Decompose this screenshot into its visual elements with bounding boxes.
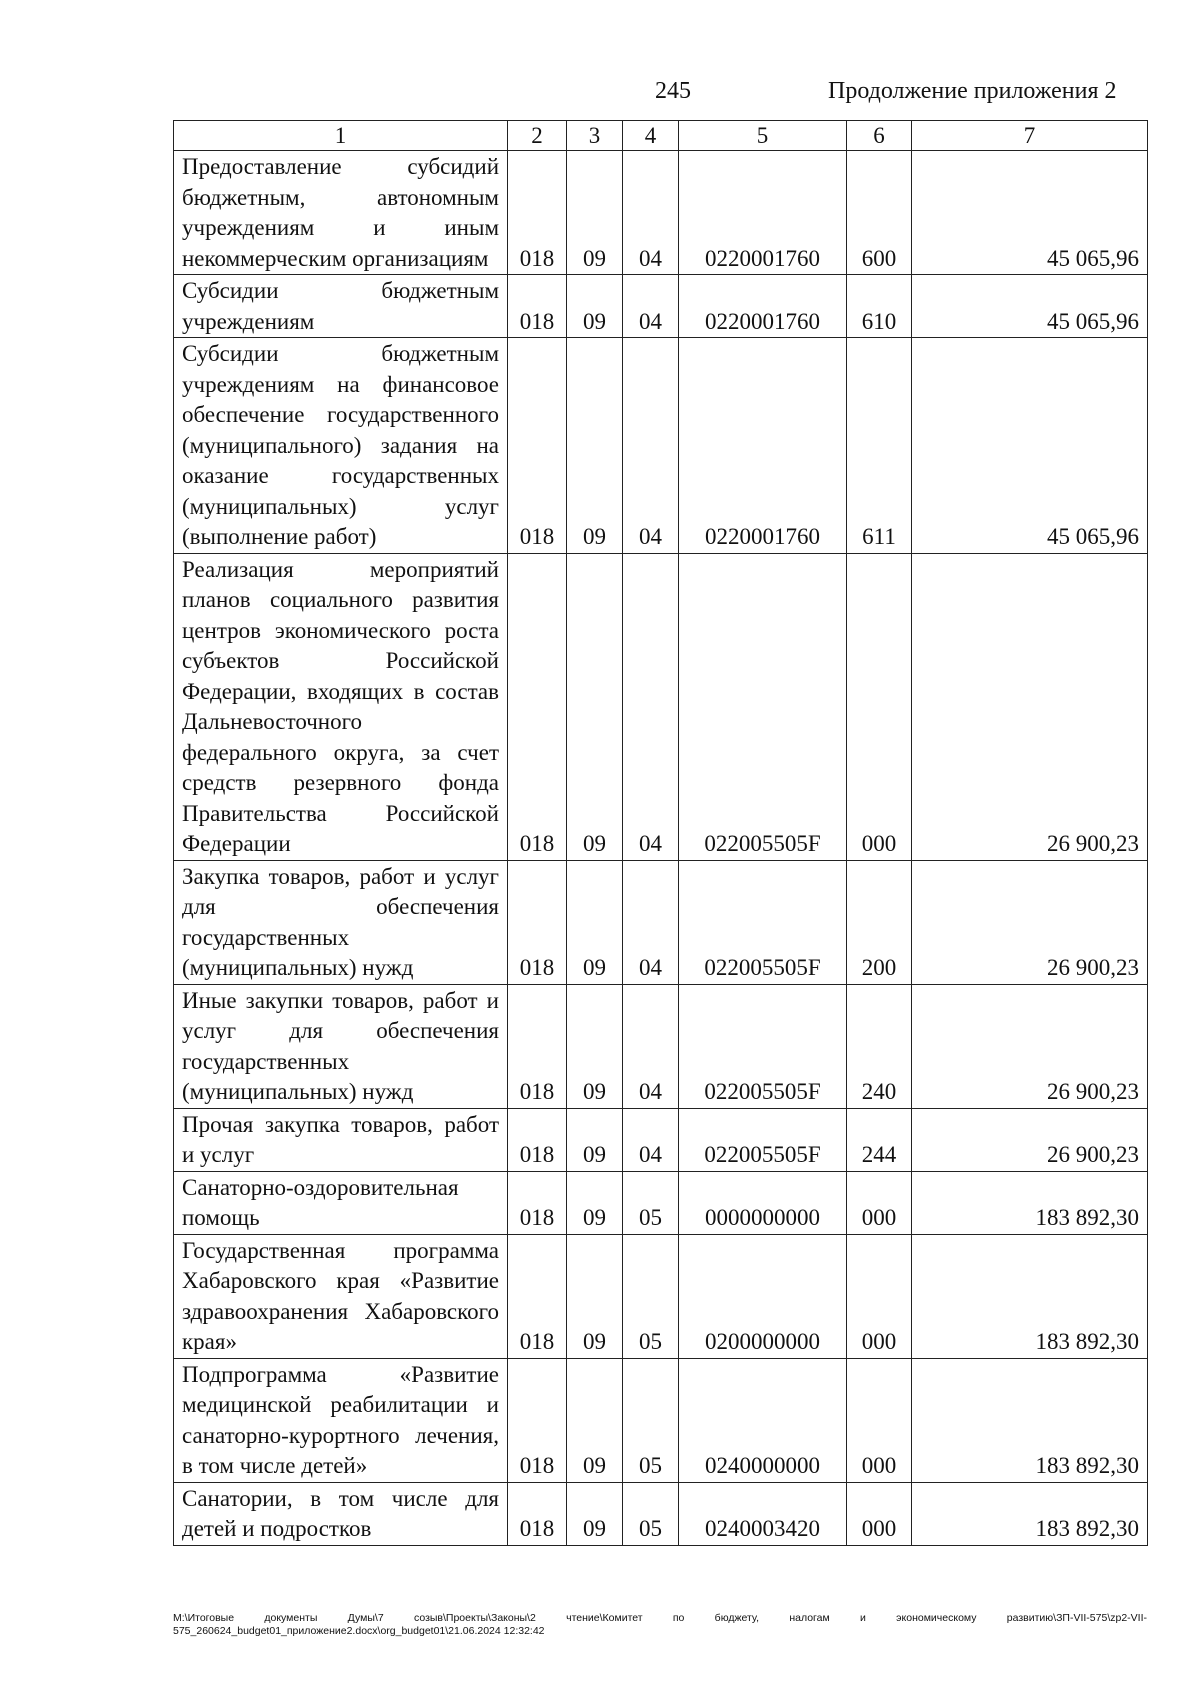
section-code: 09 <box>567 275 623 338</box>
subsection-code: 05 <box>623 1358 679 1482</box>
expense-type-code: 000 <box>847 1171 912 1234</box>
table-row <box>174 984 1148 1108</box>
expense-type-code: 000 <box>847 553 912 860</box>
expense-type-code: 000 <box>847 1482 912 1545</box>
column-header: 7 <box>912 121 1148 151</box>
ministry-code: 018 <box>508 553 567 860</box>
table-row <box>174 151 1148 275</box>
row-description: Субсидии бюджетным учреждениям на финансовое обеспечение государственного (муниципального) задания на оказание государственных (муниципальных) услуг (выполнение работ) <box>174 338 508 554</box>
ministry-code: 018 <box>508 1482 567 1545</box>
table-row <box>174 275 1148 338</box>
ministry-code: 018 <box>508 860 567 984</box>
header-row <box>174 121 1148 151</box>
row-description: Закупка товаров, работ и услуг для обеспечения государственных (муниципальных) нужд <box>174 860 508 984</box>
row-description: Прочая закупка товаров, работ и услуг <box>174 1108 508 1171</box>
amount: 183 892,30 <box>912 1171 1148 1234</box>
amount: 26 900,23 <box>912 1108 1148 1171</box>
subsection-code: 05 <box>623 1482 679 1545</box>
target-article-code: 0200000000 <box>679 1234 847 1358</box>
subsection-code: 04 <box>623 553 679 860</box>
section-code: 09 <box>567 553 623 860</box>
ministry-code: 018 <box>508 1171 567 1234</box>
amount: 183 892,30 <box>912 1234 1148 1358</box>
table-row <box>174 860 1148 984</box>
subsection-code: 04 <box>623 151 679 275</box>
section-code: 09 <box>567 984 623 1108</box>
target-article-code: 022005505F <box>679 860 847 984</box>
file-path-footer: M:\Итоговые документы Думы\7 созыв\Проекты\Законы\2 чтение\Комитет по бюджету, налогам и экономическому развитию\ЗП-VII-575\zp2-VII-575_260624_budget01_приложение2.docx\org_budget01\21.06.2024 12:32:42 <box>173 1612 1147 1637</box>
table-row <box>174 553 1148 860</box>
column-header: 4 <box>623 121 679 151</box>
column-header: 5 <box>679 121 847 151</box>
expense-type-code: 200 <box>847 860 912 984</box>
column-header: 6 <box>847 121 912 151</box>
target-article-code: 022005505F <box>679 1108 847 1171</box>
expense-type-code: 244 <box>847 1108 912 1171</box>
amount: 45 065,96 <box>912 275 1148 338</box>
subsection-code: 04 <box>623 984 679 1108</box>
table-row <box>174 1234 1148 1358</box>
table-row <box>174 338 1148 554</box>
expense-type-code: 600 <box>847 151 912 275</box>
budget-table <box>173 120 1148 1546</box>
expense-type-code: 610 <box>847 275 912 338</box>
row-description: Санаторно-оздоровительная помощь <box>174 1171 508 1234</box>
row-description: Реализация мероприятий планов социального развития центров экономического роста субъектов Российской Федерации, входящих в состав Дальневосточного федерального округа, за счет средств резервного фонда Правительства Российской Федерации <box>174 553 508 860</box>
row-description: Санатории, в том числе для детей и подростков <box>174 1482 508 1545</box>
section-code: 09 <box>567 151 623 275</box>
target-article-code: 0240003420 <box>679 1482 847 1545</box>
table-row <box>174 1108 1148 1171</box>
amount: 26 900,23 <box>912 860 1148 984</box>
amount: 45 065,96 <box>912 151 1148 275</box>
subsection-code: 04 <box>623 860 679 984</box>
ministry-code: 018 <box>508 984 567 1108</box>
subsection-code: 04 <box>623 1108 679 1171</box>
section-code: 09 <box>567 860 623 984</box>
continuation-caption: Продолжение приложения 2 <box>828 78 1117 104</box>
amount: 26 900,23 <box>912 553 1148 860</box>
column-header: 1 <box>174 121 508 151</box>
section-code: 09 <box>567 1234 623 1358</box>
subsection-code: 04 <box>623 338 679 554</box>
ministry-code: 018 <box>508 338 567 554</box>
section-code: 09 <box>567 1171 623 1234</box>
target-article-code: 0220001760 <box>679 151 847 275</box>
row-description: Государственная программа Хабаровского края «Развитие здравоохранения Хабаровского края» <box>174 1234 508 1358</box>
page-number: 245 <box>655 78 691 104</box>
table-row <box>174 1358 1148 1482</box>
section-code: 09 <box>567 1358 623 1482</box>
ministry-code: 018 <box>508 1108 567 1171</box>
section-code: 09 <box>567 1482 623 1545</box>
target-article-code: 0000000000 <box>679 1171 847 1234</box>
column-header: 2 <box>508 121 567 151</box>
expense-type-code: 611 <box>847 338 912 554</box>
expense-type-code: 000 <box>847 1358 912 1482</box>
expense-type-code: 240 <box>847 984 912 1108</box>
subsection-code: 05 <box>623 1171 679 1234</box>
target-article-code: 0220001760 <box>679 275 847 338</box>
row-description: Подпрограмма «Развитие медицинской реабилитации и санаторно-курортного лечения, в том числе детей» <box>174 1358 508 1482</box>
target-article-code: 0220001760 <box>679 338 847 554</box>
amount: 45 065,96 <box>912 338 1148 554</box>
ministry-code: 018 <box>508 1234 567 1358</box>
row-description: Предоставление субсидий бюджетным, автономным учреждениям и иным некоммерческим организациям <box>174 151 508 275</box>
table-row <box>174 1482 1148 1545</box>
target-article-code: 022005505F <box>679 984 847 1108</box>
target-article-code: 0240000000 <box>679 1358 847 1482</box>
ministry-code: 018 <box>508 275 567 338</box>
subsection-code: 04 <box>623 275 679 338</box>
table-row <box>174 1171 1148 1234</box>
column-header: 3 <box>567 121 623 151</box>
target-article-code: 022005505F <box>679 553 847 860</box>
ministry-code: 018 <box>508 1358 567 1482</box>
row-description: Иные закупки товаров, работ и услуг для обеспечения государственных (муниципальных) нужд <box>174 984 508 1108</box>
amount: 183 892,30 <box>912 1482 1148 1545</box>
section-code: 09 <box>567 1108 623 1171</box>
row-description: Субсидии бюджетным учреждениям <box>174 275 508 338</box>
subsection-code: 05 <box>623 1234 679 1358</box>
ministry-code: 018 <box>508 151 567 275</box>
amount: 26 900,23 <box>912 984 1148 1108</box>
section-code: 09 <box>567 338 623 554</box>
expense-type-code: 000 <box>847 1234 912 1358</box>
amount: 183 892,30 <box>912 1358 1148 1482</box>
